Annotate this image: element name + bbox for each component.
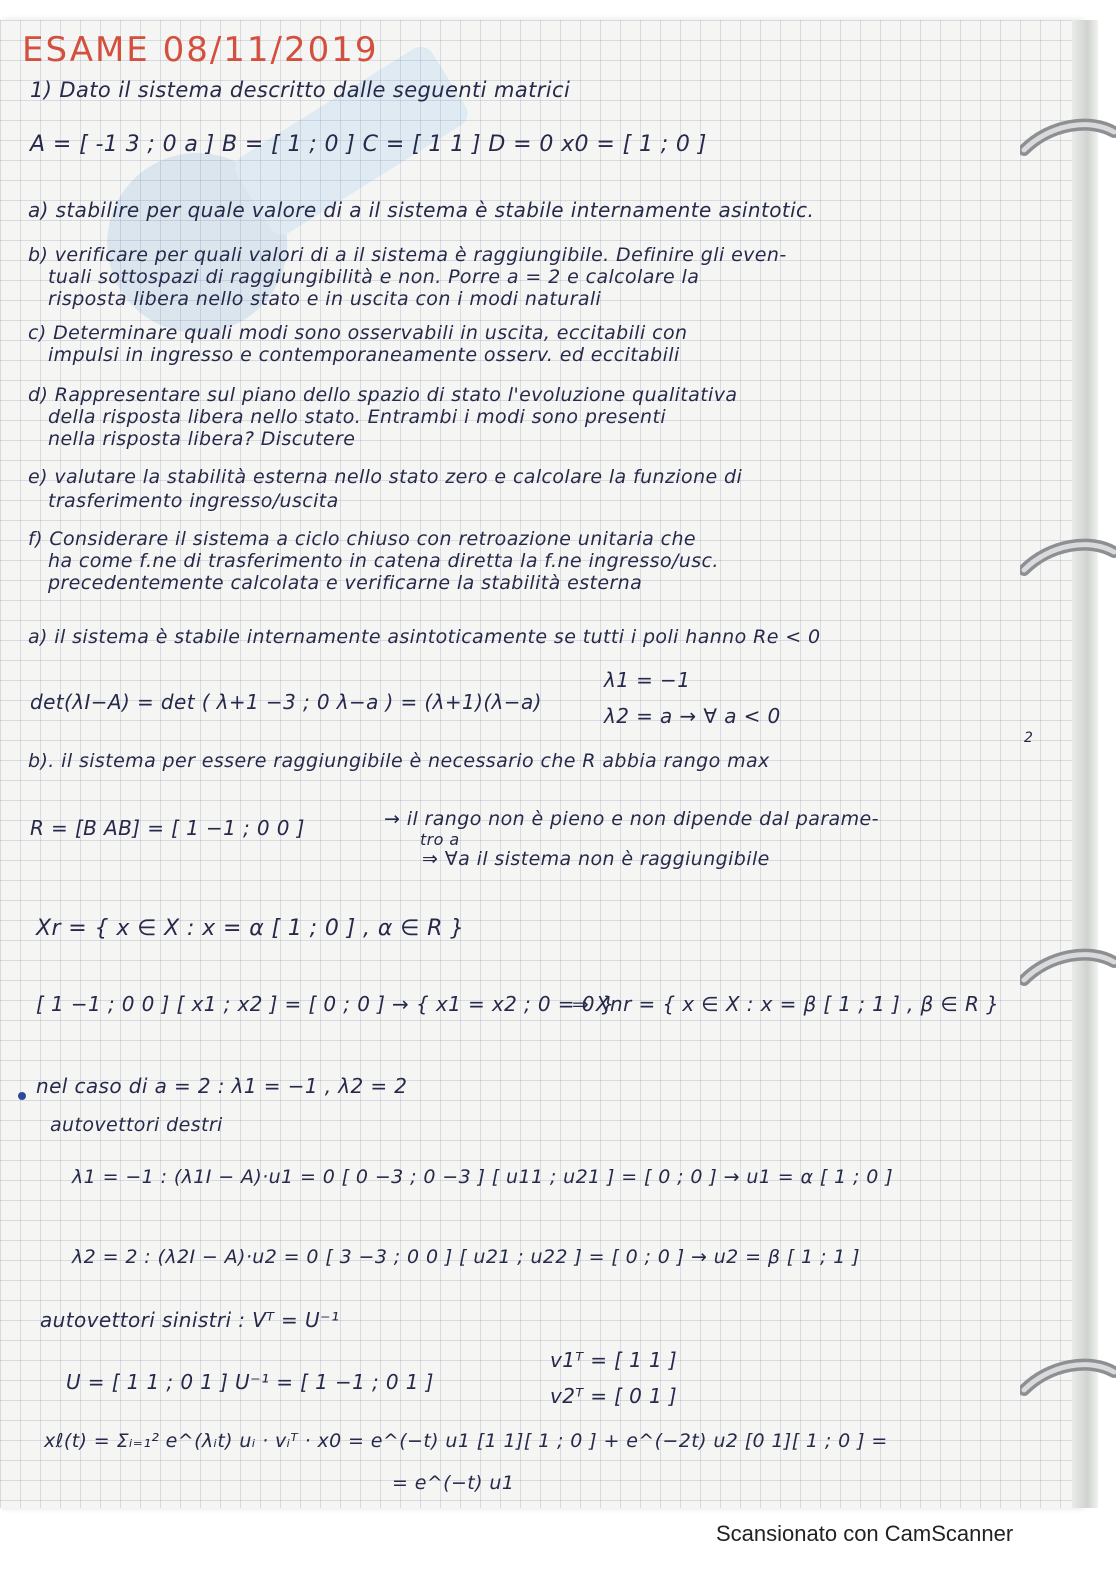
solution-c-free-response: xℓ(t) = Σᵢ₌₁² e^(λᵢt) uᵢ · vᵢᵀ · x0 = e^(−t) u1 [1 1][ 1 ; 0 ] + e^(−2t) u2 [0 1][ 1 ; 0 ] = [44, 1430, 888, 1452]
question-matrices: A = [ -1 3 ; 0 a ] B = [ 1 ; 0 ] C = [ 1 1 ] D = 0 x0 = [ 1 ; 0 ] [30, 132, 707, 157]
solution-b-system: [ 1 −1 ; 0 0 ] [ x1 ; x2 ] = [ 0 ; 0 ] → { x1 = x2 ; 0 = 0 } [36, 992, 615, 1016]
question-b-line3: risposta libera nello stato e in uscita con i modi naturali [48, 288, 602, 310]
solution-c-v2: v2ᵀ = [ 0 1 ] [550, 1384, 678, 1408]
binder-ring-icon [1020, 1350, 1116, 1414]
question-f-line1: f) Considerare il sistema a ciclo chiuso con retroazione unitaria che [28, 528, 697, 550]
solution-c-v1: v1ᵀ = [ 1 1 ] [550, 1348, 678, 1372]
solution-b-unreachable-subspace: ⇒ Xnr = { x ∈ X : x = β [ 1 ; 1 ] , β ∈ R } [572, 992, 1000, 1016]
question-intro: 1) Dato il sistema descritto dalle seguenti matrici [30, 78, 571, 102]
solution-b-rank-note: → il rango non è pieno e non dipende dal parame- [384, 808, 879, 830]
question-f-line3: precedentemente calcolata e verificarne la stabilità esterna [48, 572, 643, 594]
binder-ring-icon [1020, 940, 1116, 1004]
solution-a-lambda1: λ1 = −1 [604, 668, 691, 692]
solution-b-line1: b). il sistema per essere raggiungibile è necessario che R abbia rango max [28, 750, 770, 772]
binder-ring-icon [1020, 110, 1116, 174]
solution-b-rank-note2: tro a [420, 830, 460, 849]
solution-c-eigvec2: λ2 = 2 : (λ2I − A)·u2 = 0 [ 3 −3 ; 0 0 ] [ u21 ; u22 ] = [ 0 ; 0 ] → u2 = β [ 1 ; 1 ] [72, 1246, 860, 1268]
solution-b-conclusion: ⇒ ∀a il sistema non è raggiungibile [422, 848, 770, 870]
solution-a-lambda2: λ2 = a → ∀ a < 0 [604, 704, 781, 728]
question-b-line1: b) verificare per quali valori di a il sistema è raggiungibile. Definire gli even- [28, 244, 787, 266]
solution-a-line1: a) il sistema è stabile internamente asintoticamente se tutti i poli hanno Re < 0 [28, 626, 821, 648]
solution-c-left-eigvec-label: autovettori sinistri : Vᵀ = U⁻¹ [40, 1308, 340, 1332]
question-c-line1: c) Determinare quali modi sono osservabili in uscita, eccitabili con [28, 322, 688, 344]
question-d-line2: della risposta libera nello stato. Entrambi i modi sono presenti [48, 406, 667, 428]
solution-a-det: det(λI−A) = det ( λ+1 −3 ; 0 λ−a ) = (λ+1)(λ−a) [30, 690, 542, 714]
solution-c-u-matrices: U = [ 1 1 ; 0 1 ] U⁻¹ = [ 1 −1 ; 0 1 ] [66, 1370, 434, 1394]
solution-c-right-eigvec-label: autovettori destri [50, 1114, 223, 1136]
question-e-line1: e) valutare la stabilità esterna nello stato zero e calcolare la funzione di [28, 466, 743, 488]
question-d-line3: nella risposta libera? Discutere [48, 428, 356, 450]
binder-ring-icon [1020, 530, 1116, 594]
solution-b-reachable-subspace: Xr = { x ∈ X : x = α [ 1 ; 0 ] , α ∈ R } [36, 916, 465, 941]
solution-c-eigvec1: λ1 = −1 : (λ1I − A)·u1 = 0 [ 0 −3 ; 0 −3 ] [ u11 ; u21 ] = [ 0 ; 0 ] → u1 = α [ 1 ; 0 ] [72, 1166, 894, 1188]
question-c-line2: impulsi in ingresso e contemporaneamente osserv. ed eccitabili [48, 344, 680, 366]
solution-c-free-response-result: = e^(−t) u1 [392, 1472, 515, 1494]
solution-b-reachability-matrix: R = [B AB] = [ 1 −1 ; 0 0 ] [30, 816, 305, 840]
solution-c-case: nel caso di a = 2 : λ1 = −1 , λ2 = 2 [36, 1074, 408, 1098]
question-e-line2: trasferimento ingresso/uscita [48, 490, 339, 512]
question-d-line1: d) Rappresentare sul piano dello spazio di stato l'evoluzione qualitativa [28, 384, 738, 406]
page-edge [1072, 20, 1098, 1508]
question-b-line2: tuali sottospazi di raggiungibilità e non. Porre a = 2 e calcolare la [48, 266, 700, 288]
scanner-footer: Scansionato con CamScanner [716, 1521, 1014, 1546]
question-a: a) stabilire per quale valore di a il sistema è stabile internamente asintotic. [28, 198, 815, 222]
solution-b-superscript: 2 [1024, 730, 1034, 746]
bullet-icon [18, 1092, 26, 1100]
question-f-line2: ha come f.ne di trasferimento in catena diretta la f.ne ingresso/usc. [48, 550, 719, 572]
page-title: ESAME 08/11/2019 [22, 30, 379, 70]
